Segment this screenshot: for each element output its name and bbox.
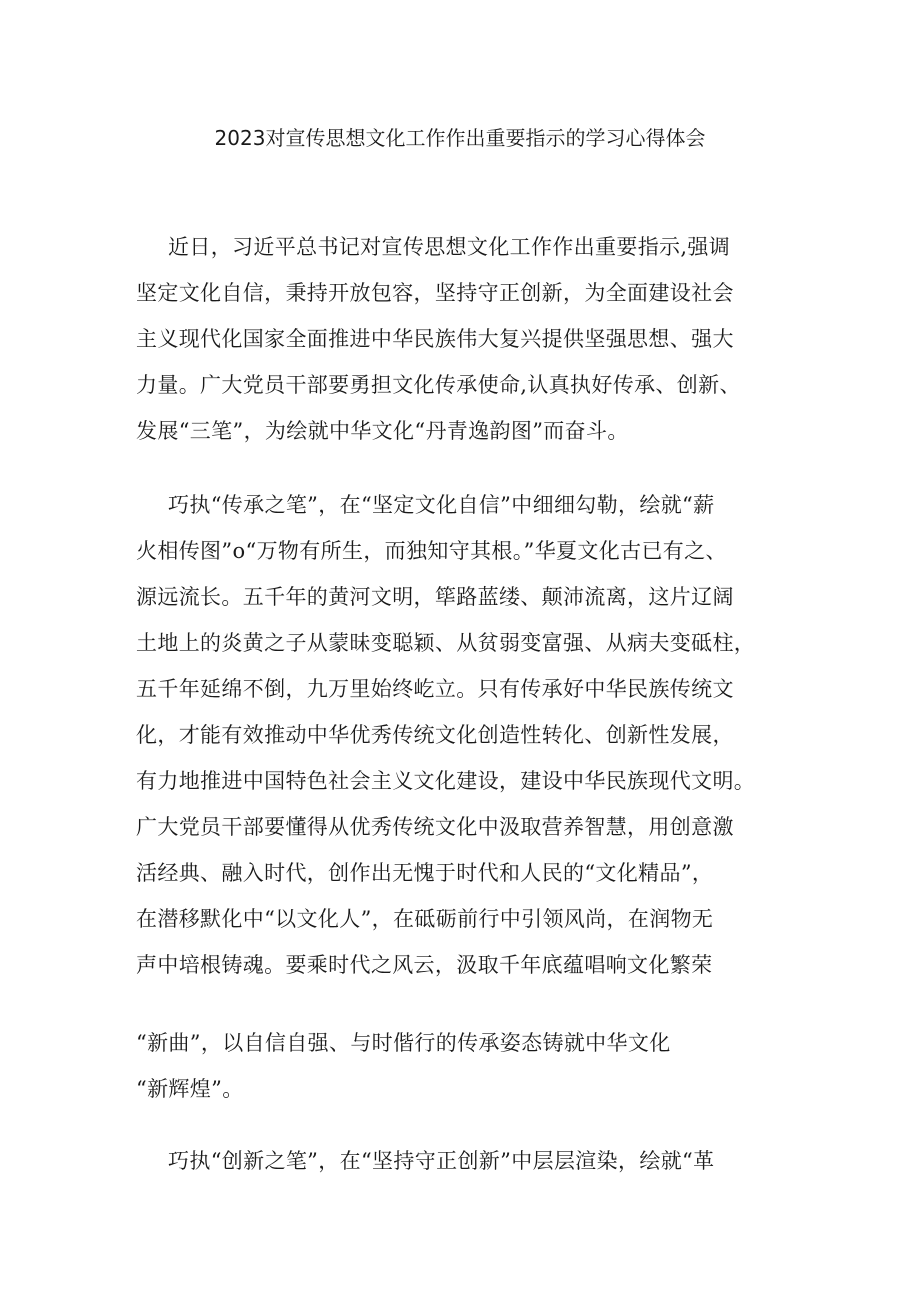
paragraph-1-line-1: 近日，习近平总书记对宣传思想文化工作作出重要指示,强调 — [168, 235, 731, 259]
paragraph-1-line-4: 力量。广大党员干部要勇担文化传承使命,认真执好传承、创新、 — [136, 373, 741, 397]
paragraph-2-line-3: 源远流长。五千年的黄河文明，筚路蓝缕、颠沛流离，这片辽阔 — [136, 585, 734, 609]
paragraph-2-line-1: 巧执“传承之笔”，在“坚定文化自信”中细细勾勒，绘就“薪 — [168, 493, 715, 517]
paragraph-2-line-11: 声中培根铸魂。要乘时代之风云，汲取千年底蕴唱响文化繁荣 — [136, 953, 713, 977]
paragraph-1-line-3: 主义现代化国家全面推进中华民族伟大复兴提供坚强思想、强大 — [136, 327, 734, 351]
paragraph-1-line-5: 发展“三笔”，为绘就中华文化“丹青逸韵图”而奋斗。 — [136, 419, 629, 443]
paragraph-2-line-10: 在潜移默化中“以文化人”，在砥砺前行中引领风尚，在润物无 — [136, 907, 714, 931]
paragraph-2-tail-line-1: “新曲”，以自信自强、与时偕行的传承姿态铸就中华文化 — [136, 1031, 671, 1055]
paragraph-3-line-1: 巧执“创新之笔”，在“坚持守正创新”中层层渲染，绘就“革 — [168, 1149, 715, 1173]
paragraph-2-line-4: 土地上的炎黄之子从蒙昧变聪颖、从贫弱变富强、从病夫变砥柱， — [136, 631, 756, 655]
document-title: 2023对宣传思想文化工作作出重要指示的学习心得体会 — [214, 126, 706, 150]
paragraph-2-line-8: 广大党员干部要懂得从优秀传统文化中汲取营养智慧，用创意激 — [136, 815, 734, 839]
paragraph-2-line-6: 化，才能有效推动中华优秀传统文化创造性转化、创新性发展， — [136, 723, 734, 747]
paragraph-1-line-2: 坚定文化自信，秉持开放包容，坚持守正创新，为全面建设社会 — [136, 281, 734, 305]
paragraph-2-line-9: 活经典、融入时代，创作出无愧于时代和人民的“文化精品”， — [136, 861, 714, 885]
paragraph-2-line-5: 五千年延绵不倒，九万里始终屹立。只有传承好中华民族传统文 — [136, 677, 734, 701]
paragraph-2-tail-line-2: “新辉煌”。 — [136, 1077, 244, 1101]
paragraph-2-line-2: 火相传图”o“万物有所生，而独知守其根。”华夏文化古已有之、 — [136, 539, 727, 563]
paragraph-2-line-7: 有力地推进中国特色社会主义文化建设，建设中华民族现代文明。 — [136, 769, 756, 793]
